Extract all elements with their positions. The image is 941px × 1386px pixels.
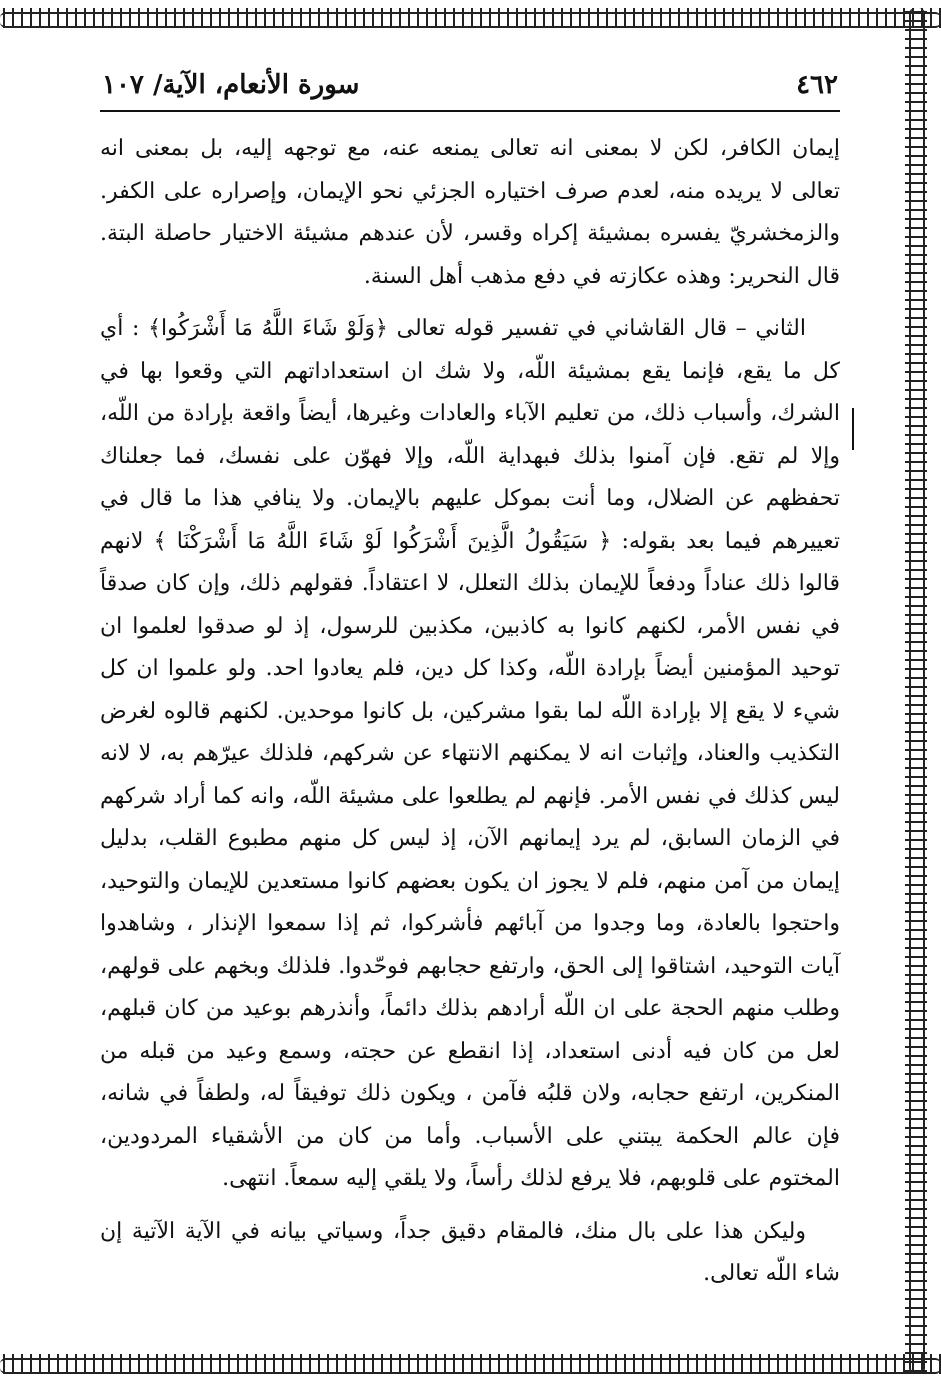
paragraph-1: إيمان الكافر، لكن لا بمعنى انه تعالى يمنعه عنه، مع توجهه إليه، بل بمعنى انه تعالى لا يريده منه، لعدم صرف اختياره الجزئي نحو الإيمان، وإصراره على الكفر. والزمخشريّ يفسره بمشيئة إكراه وقسر، لأن عندهم مشيئة الاختيار حاصلة البتة. قال النحرير: وهذه عكازته في دفع مذهب أهل السنة. [100, 136, 840, 289]
decorative-border-bottom [0, 1354, 941, 1374]
page-header [100, 70, 840, 112]
decorative-border-top [0, 8, 941, 28]
running-title: سورة الأنعام، الآية/ ١٠٧ [102, 70, 360, 100]
decorative-border-right [905, 8, 927, 1374]
page-body [100, 128, 840, 1296]
paragraph-3: وليكن هذا على بال منك، فالمقام دقيق جداً، وسياتي بيانه في الآية الآتية إن شاء اللّه تعالى. [100, 1218, 840, 1286]
paragraph-2: الثاني – قال القاشاني في تفسير قوله تعالى ﴿وَلَوْ شَاءَ اللَّهُ مَا أَشْرَكُوا﴾ : أي كل ما يقع، فإنما يقع بمشيئة اللّه، ولا شك ان استعداداتهم التي وقعوا بها في الشرك، وأسباب ذلك، من تعليم الآباء والعادات وغيرها، أيضاً واقعة بإرادة من اللّه، وإلا لم تقع. فإن آمنوا بذلك فبهداية اللّه، وإلا فهوّن على نفسك، فما جعلناك تحفظهم عن الضلال، وما أنت بموكل عليهم بالإيمان. ولا ينافي هذا ما قال في تعييرهم فيما بعد بقوله: ﴿ سَيَقُولُ الَّذِينَ أَشْرَكُوا لَوْ شَاءَ اللَّهُ مَا أَشْرَكْنَا ﴾ لانهم قالوا ذلك عناداً ودفعاً للإيمان بذلك التعلل، لا اعتقاداً. فقولهم ذلك، وإن كان صدقاً في نفس الأمر، لكنهم كانوا به كاذبين، مكذبين للرسول، إذ لو صدقوا لعلموا ان توحيد المؤمنين أيضاً بإرادة اللّه، وكذا كل دين، فلم يعادوا احد. ولو علموا ان كل شيء لا يقع إلا بإرادة اللّه لما بقوا مشركين، بل كانوا موحدين. لكنهم قالوه لغرض التكذيب والعناد، وإثبات انه لا يمكنهم الانتهاء عن شركهم، فلذلك عيرّهم به، لا لانه ليس كذلك في نفس الأمر. فإنهم لم يطلعوا على مشيئة اللّه، وانه كما أراد شركهم في الزمان السابق، لم يرد إيمانهم الآن، إذ ليس كل منهم مطبوع القلب، بدليل إيمان من آمن منهم، فلم لا يجوز ان يكون بعضهم كانوا مستعدين للإيمان والتوحيد، واحتجوا بالعادة، وما وجدوا من آبائهم فأشركوا، ثم إذا سمعوا الإنذار ، وشاهدوا آيات التوحيد، اشتاقوا إلى الحق، وارتفع حجابهم فوحّدوا. فلذلك وبخهم على قولهم، وطلب منهم الحجة على ان اللّه أرادهم بذلك دائماً، وأنذرهم بوعيد من كان قبلهم، لعل من كان فيه أدنى استعداد، إذا انقطع عن حجته، وسمع وعيد من قبله من المنكرين، ارتفع حجابه، ولان قلبُه فآمن ، ويكون ذلك توفيقاً له، ولطفاً في شانه، فإن عالم الحكمة يبتني على الأسباب. وأما من كان من الأشقياء المردودين، المختوم على قلوبهم، فلا يرفع لذلك رأساً، ولا يلقي إليه سمعاً. انتهى. [100, 316, 840, 1191]
page-number: ٤٦٢ [796, 70, 838, 100]
margin-mark [852, 408, 854, 450]
book-page [100, 70, 840, 1306]
